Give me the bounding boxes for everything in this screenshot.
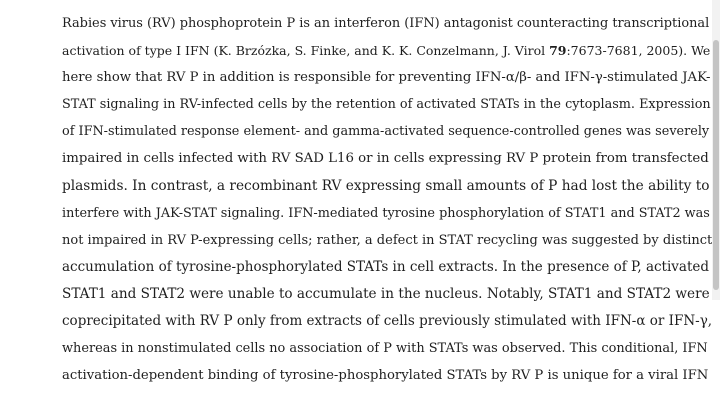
abstract-line-12: coprecipitated with RV P only from extracts of cells previously stimulated with IFN-α or IFN-γ, xyxy=(62,313,713,330)
abstract-line-2-after: :7673-7681, 2005). We xyxy=(566,43,711,59)
abstract-line-14: activation-dependent binding of tyrosine-phosphorylated STATs by RV P is unique for a viral IFN xyxy=(62,368,709,384)
abstract-line-6: impaired in cells infected with RV SAD L16 or in cells expressing RV P protein from transfected xyxy=(62,151,709,167)
abstract-line-5: of IFN-stimulated response element- and gamma-activated sequence-controlled genes was severely xyxy=(62,124,710,140)
abstract-line-8: interfere with JAK-STAT signaling. IFN-mediated tyrosine phosphorylation of STAT1 and STAT2 was xyxy=(62,205,710,221)
vertical-scrollbar-thumb[interactable] xyxy=(713,40,719,290)
abstract-line-1: Rabies virus (RV) phosphoprotein P is an interferon (IFN) antagonist counteracting transcriptional xyxy=(62,16,710,31)
journal-volume: 79 xyxy=(549,43,567,59)
abstract-line-2-text: activation of type I IFN (K. Brzózka, S. Finke, and K. K. Conzelmann, J. Virol xyxy=(62,43,550,59)
abstract-line-7: plasmids. In contrast, a recombinant RV expressing small amounts of P had lost the ability to xyxy=(62,177,710,194)
vertical-scrollbar-track[interactable] xyxy=(712,0,720,300)
abstract-line-11: STAT1 and STAT2 were unable to accumulate in the nucleus. Notably, STAT1 and STAT2 were xyxy=(62,285,710,302)
abstract-line-9: not impaired in RV P-expressing cells; rather, a defect in STAT recycling was suggested by distinct xyxy=(62,232,713,248)
abstract-line-4: STAT signaling in RV-infected cells by the retention of activated STATs in the cytoplasm. Expression xyxy=(62,97,711,113)
abstract-line-2 xyxy=(62,37,712,64)
abstract-line-13: whereas in nonstimulated cells no association of P with STATs was observed. This conditional, IFN xyxy=(62,341,708,357)
abstract-paragraph xyxy=(62,10,712,389)
abstract-line-10: accumulation of tyrosine-phosphorylated STATs in cell extracts. In the presence of P, activated xyxy=(62,258,710,275)
abstract-line-3: here show that RV P in addition is responsible for preventing IFN-α/β- and IFN-γ-stimulated JAK- xyxy=(62,70,711,86)
